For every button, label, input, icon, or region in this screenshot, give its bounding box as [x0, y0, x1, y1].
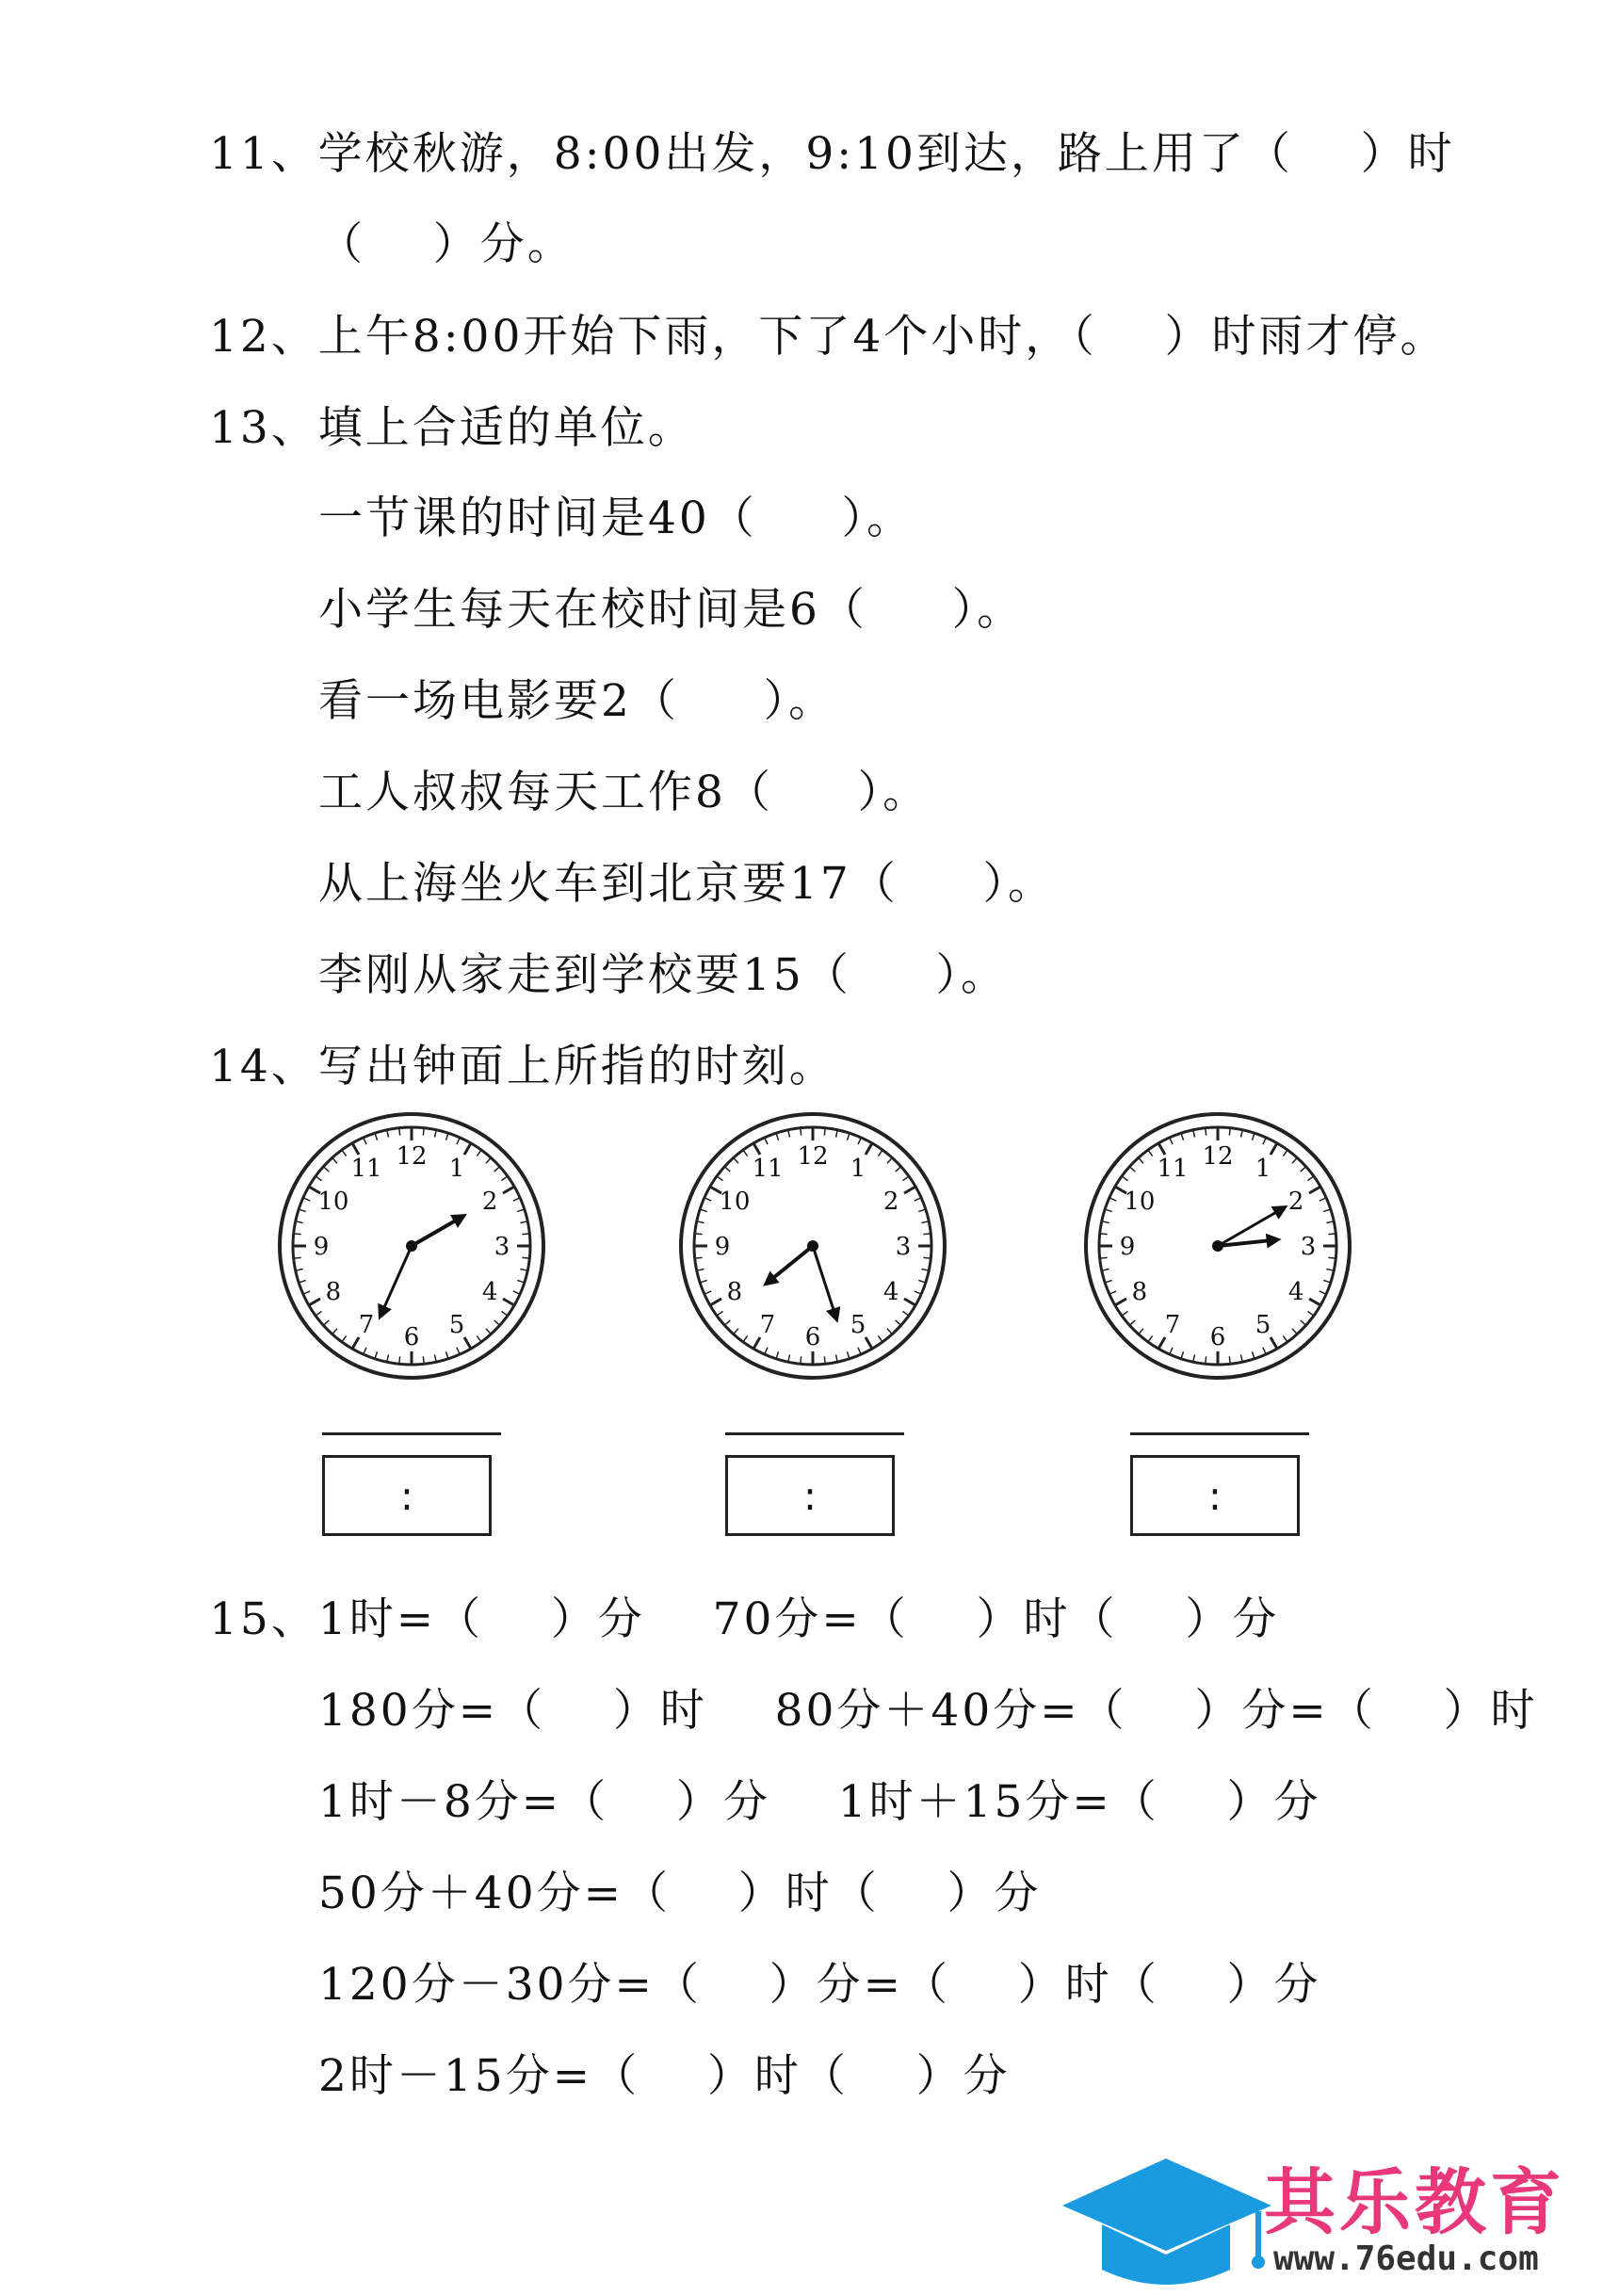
- clock-number: 11: [752, 1154, 784, 1183]
- clock-number: 11: [1157, 1154, 1189, 1183]
- time-colon: :: [802, 1472, 818, 1519]
- clock-number: 12: [396, 1142, 428, 1171]
- hour-hand: [412, 1219, 459, 1246]
- time-colon: :: [1207, 1472, 1222, 1519]
- clock-number: 3: [494, 1233, 510, 1261]
- q15-line: 1时－8分=（ ）分 1时＋15分=（ ）分: [318, 1776, 1321, 1828]
- clock-number: 6: [804, 1323, 821, 1351]
- clock-number: 4: [882, 1278, 899, 1306]
- q14-title: 14、写出钟面上所指的时刻。: [209, 1041, 836, 1092]
- hour-hand-tip: [1266, 1234, 1282, 1249]
- logo-url: www.76edu.com: [1273, 2239, 1539, 2278]
- clock-number: 6: [1209, 1323, 1226, 1351]
- clock-number: 4: [481, 1278, 498, 1306]
- clock-face-3: [1081, 1109, 1354, 1382]
- clock-number: 4: [1287, 1278, 1304, 1306]
- clock-number: 1: [1255, 1154, 1271, 1183]
- q13-item: 工人叔叔每天工作8（ ）。: [318, 767, 931, 818]
- clock-face-1: [275, 1109, 548, 1382]
- hour-hand: [770, 1246, 813, 1281]
- q13-item: 李刚从家走到学校要15（ ）。: [318, 949, 1009, 1001]
- time-answer-box-1[interactable]: [322, 1455, 492, 1536]
- answer-line-2: [725, 1432, 904, 1435]
- q15-line: 2时－15分=（ ）时（ ）分: [318, 2050, 1011, 2102]
- time-answer-box-2[interactable]: [725, 1455, 895, 1536]
- clock-number: 2: [882, 1188, 899, 1216]
- answer-line-3: [1130, 1432, 1309, 1435]
- clock-number: 10: [1124, 1188, 1156, 1216]
- logo-name: 其乐教育: [1264, 2160, 1565, 2244]
- q13-item: 看一场电影要2（ ）。: [318, 675, 836, 727]
- minute-hand-tip: [826, 1306, 840, 1323]
- clock-face-2: [676, 1109, 949, 1382]
- clock-number: 3: [895, 1233, 912, 1261]
- clock-number: 10: [719, 1188, 751, 1216]
- clock-number: 3: [1300, 1233, 1317, 1261]
- q15-line: 180分=（ ）时 80分＋40分=（ ）分=（ ）时: [318, 1685, 1538, 1737]
- q13-item: 从上海坐火车到北京要17（ ）。: [318, 858, 1056, 910]
- q13-item: 小学生每天在校时间是6（ ）。: [318, 584, 1025, 636]
- time-answer-box-3[interactable]: [1130, 1455, 1300, 1536]
- q13-item: 一节课的时间是40（ ）。: [318, 493, 915, 544]
- clock-number: 6: [403, 1323, 420, 1351]
- clock-number: 2: [481, 1188, 498, 1216]
- q15-line: 120分－30分=（ ）分=（ ）时（ ）分: [318, 1959, 1321, 2011]
- q11-line2: （ ）分。: [318, 218, 575, 270]
- time-colon: :: [399, 1472, 414, 1519]
- clock-number: 12: [1202, 1142, 1234, 1171]
- clock-number: 12: [797, 1142, 829, 1171]
- q13-title: 13、填上合适的单位。: [209, 402, 695, 454]
- clock-number: 9: [313, 1233, 330, 1261]
- minute-hand: [813, 1246, 834, 1314]
- clock-number: 2: [1287, 1188, 1304, 1216]
- clock-number: 1: [448, 1154, 465, 1183]
- q15-line: 15、1时=（ ）分 70分=（ ）时（ ）分: [209, 1593, 1280, 1645]
- clock-number: 10: [317, 1188, 349, 1216]
- clock-number: 5: [1255, 1311, 1271, 1340]
- clock-number: 8: [1131, 1278, 1148, 1306]
- clock-number: 8: [325, 1278, 342, 1306]
- clock-number: 5: [850, 1311, 866, 1340]
- clock-number: 7: [358, 1311, 375, 1340]
- q12-line1: 12、上午8:00开始下雨，下了4个小时，（ ）时雨才停。: [209, 311, 1448, 363]
- clock-number: 9: [714, 1233, 731, 1261]
- clock-number: 7: [759, 1311, 776, 1340]
- clock-number: 5: [448, 1311, 465, 1340]
- clock-number: 9: [1119, 1233, 1136, 1261]
- clock-number: 1: [850, 1154, 866, 1183]
- minute-hand: [382, 1246, 412, 1311]
- q11-line1: 11、学校秋游，8:00出发，9:10到达，路上用了（ ）时: [209, 128, 1455, 180]
- q15-line: 50分＋40分=（ ）时（ ）分: [318, 1868, 1042, 1919]
- clock-number: 11: [350, 1154, 382, 1183]
- answer-line-1: [322, 1432, 501, 1435]
- clock-number: 7: [1164, 1311, 1181, 1340]
- clock-number: 8: [726, 1278, 743, 1306]
